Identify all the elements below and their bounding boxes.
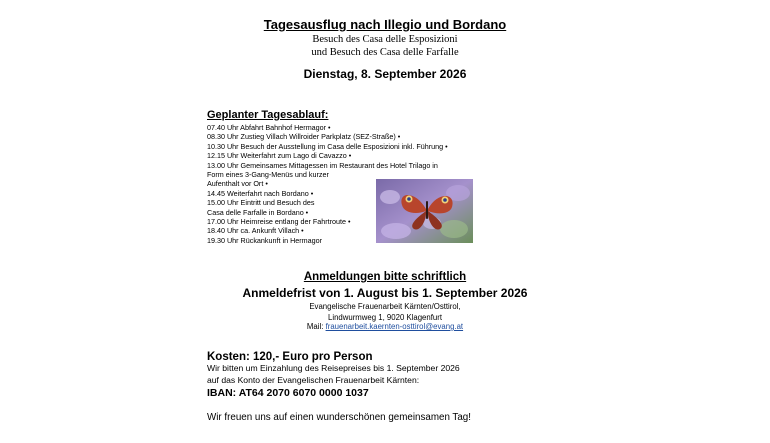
registration-deadline: Anmeldefrist von 1. August bis 1. September 2026 xyxy=(242,286,528,300)
contact-mail xyxy=(0,322,770,331)
organization-name: Evangelische Frauenarbeit Kärnten/Osttirol, xyxy=(309,302,461,311)
schedule-item: 08.30 Uhr Zustieg Villach Willroider Parkplatz (SEZ-Straße) • xyxy=(207,132,401,142)
schedule-item: 19.30 Uhr Rückankunft in Hermagor xyxy=(207,235,323,245)
schedule-item: Aufenthalt vor Ort • xyxy=(207,179,268,189)
schedule-item: Casa delle Farfalle in Bordano • xyxy=(207,207,309,217)
registration-heading: Anmeldungen bitte schriftlich xyxy=(303,271,467,283)
schedule-item: 12.15 Uhr Weiterfahrt zum Lago di Cavazzo • xyxy=(207,151,352,161)
subtitle-line-2: und Besuch des Casa delle Farfalle xyxy=(311,47,459,58)
schedule-item: 14.45 Weiterfahrt nach Bordano • xyxy=(207,188,314,198)
closing-line: Wir freuen uns auf einen wunderschönen gemeinsamen Tag! xyxy=(207,412,471,423)
mail-label: Mail: xyxy=(306,322,326,331)
cost-heading: Kosten: 120,- Euro pro Person xyxy=(207,351,373,363)
schedule-item: 07.40 Uhr Abfahrt Bahnhof Hermagor • xyxy=(207,123,331,132)
butterfly-photo xyxy=(376,179,473,243)
schedule-item: 10.30 Uhr Besuch der Ausstellung im Casa delle Esposizioni inkl. Führung • xyxy=(207,141,448,151)
payment-note-2: auf das Konto der Evangelischen Frauenarbeit Kärnten: xyxy=(207,375,420,385)
schedule-item: Form eines 3-Gang-Menüs und kurzer xyxy=(207,169,329,179)
page-title: Tagesausflug nach Illegio und Bordano xyxy=(263,17,507,32)
trip-date: Dienstag, 8. September 2026 xyxy=(303,67,467,81)
schedule-item: 17.00 Uhr Heimreise entlang der Fahrtroute • xyxy=(207,216,351,226)
subtitle-line-1: Besuch des Casa delle Esposizioni xyxy=(312,34,458,45)
iban: IBAN: AT64 2070 6070 0000 1037 xyxy=(207,387,369,399)
schedule-item: 13.00 Uhr Gemeinsames Mittagessen im Restaurant des Hotel Trilago in xyxy=(207,160,438,170)
schedule-item: 18.40 Uhr ca. Ankunft Villach • xyxy=(207,226,304,236)
payment-note-1: Wir bitten um Einzahlung des Reisepreises bis 1. September 2026 xyxy=(207,363,460,373)
schedule-item: 15.00 Uhr Eintritt und Besuch des xyxy=(207,198,315,208)
schedule-heading: Geplanter Tagesablauf: xyxy=(207,109,329,121)
organization-address: Lindwurmweg 1, 9020 Klagenfurt xyxy=(328,313,442,322)
butterfly-icon xyxy=(376,179,473,243)
mail-link[interactable]: frauenarbeit.kaernten-osttirol@evang.at xyxy=(325,322,464,331)
